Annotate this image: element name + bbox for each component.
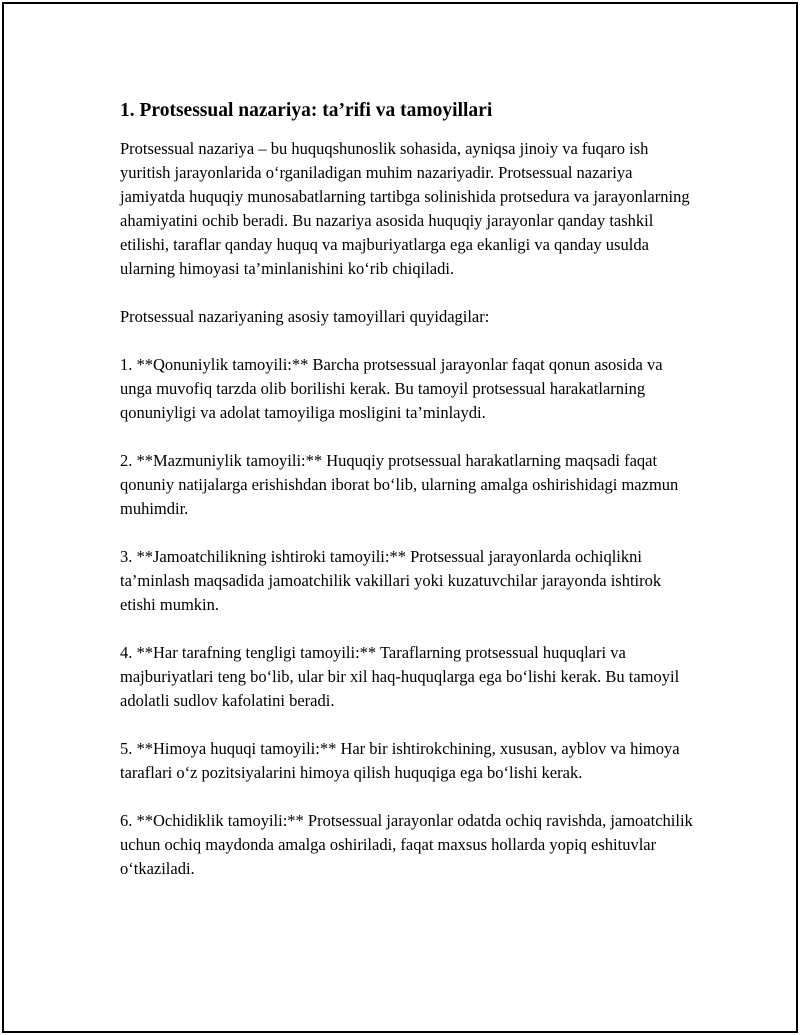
principle-2-paragraph: 2. **Mazmuniylik tamoyili:** Huquqiy protsessual harakatlarning maqsadi faqat qonuniy natijalarga erishishdan iborat bo‘lib, ularning amalga oshirishidagi mazmun muhimdir. (120, 451, 679, 518)
principle-6-paragraph: 6. **Ochidiklik tamoyili:** Protsessual jarayonlar odatda ochiq ravishda, jamoatchilik uchun ochiq maydonda amalga oshiriladi, faqat maxsus hollarda yopiq eshituvlar o‘tkaziladi. (120, 811, 693, 878)
principle-3-paragraph: 3. **Jamoatchilikning ishtiroki tamoyili:** Protsessual jarayonlarda ochiqlikni ta’minlash maqsadida jamoatchilik vakillari yoki kuzatuvchilar jarayonda ishtirok etishi mumkin. (120, 547, 662, 614)
document-body (120, 99, 695, 881)
principle-1-paragraph: 1. **Qonuniylik tamoyili:** Barcha protsessual jarayonlar faqat qonun asosida va unga muvofiq tarzda olib borilishi kerak. Bu tamoyil protsessual harakatlarning qonuniyligi va adolat tamoyiliga mosligini ta’minlaydi. (120, 355, 663, 422)
principle-5-paragraph: 5. **Himoya huquqi tamoyili:** Har bir ishtirokchining, xususan, ayblov va himoya taraflari o‘z pozitsiyalarini himoya qilish huquqiga ega bo‘lishi kerak. (120, 739, 680, 782)
page-border (2, 2, 798, 1033)
document-title: 1. Protsessual nazariya: ta’rifi va tamoyillari (120, 100, 493, 121)
intro-paragraph: Protsessual nazariya – bu huquqshunoslik sohasida, ayniqsa jinoiy va fuqaro ish yuritish jarayonlarida o‘rganiladigan muhim nazariyadir. Protsessual nazariya jamiyatda huquqiy munosabatlarning tartibga solinishida protsedura va jarayonlarning ahamiyatini ochib beradi. Bu nazariya asosida huquqiy jarayonlar qanday tashkil etilishi, taraflar qanday huquq va majburiyatlarga ega ekanligi va qanday usulda ularning himoyasi ta’minlanishini ko‘rib chiqiladi. (120, 139, 690, 278)
principle-4-paragraph: 4. **Har tarafning tengligi tamoyili:** Taraflarning protsessual huquqlari va majburiyatlari teng bo‘lib, ular bir xil haq-huquqlarga ega bo‘lishi kerak. Bu tamoyil adolatli sudlov kafolatini beradi. (120, 643, 680, 710)
principles-lead-paragraph: Protsessual nazariyaning asosiy tamoyillari quyidagilar: (120, 307, 490, 326)
